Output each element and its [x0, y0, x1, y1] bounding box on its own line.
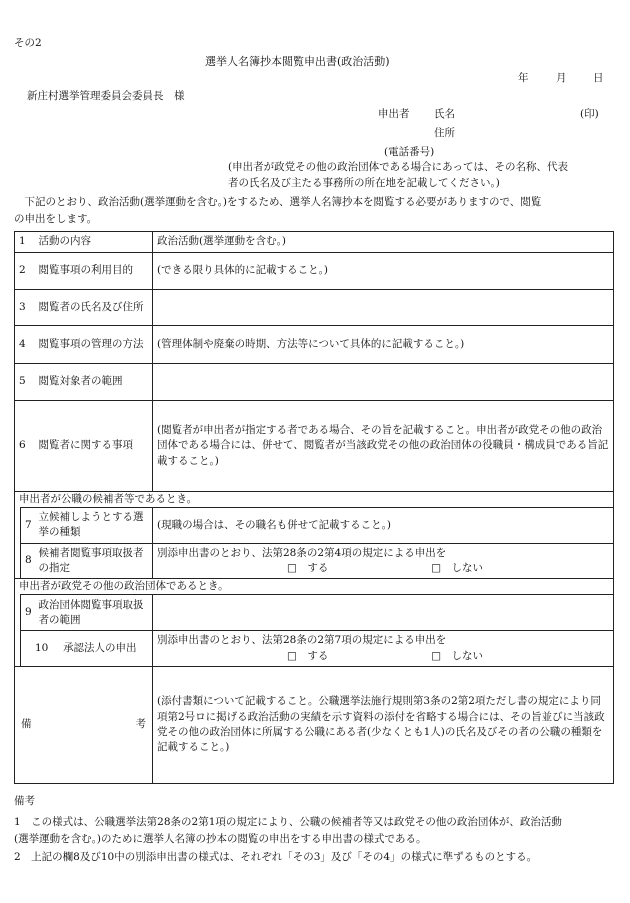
row-approved-corp — [15, 631, 614, 666]
note-2: 2 上記の欄8及び10中の別添申出書の様式は、それぞれ「その3」及び「その4」の様式に準ずるものとする。 — [14, 850, 538, 863]
row-label: 活動の内容 — [35, 232, 153, 253]
candidate-handler-text: 別添申出書のとおり、法第28条の2第4項の規定による申出を — [157, 546, 447, 559]
row-number: 3 — [15, 290, 35, 326]
section-party — [15, 579, 614, 595]
row-viewer-name — [15, 290, 614, 326]
form-number: その2 — [14, 37, 42, 49]
row-number: 7 — [21, 508, 35, 543]
viewer-name-field[interactable] — [153, 290, 614, 326]
applicant-note-line-1: (申出者が政党その他の政治団体である場合にあっては、その名称、代表 — [228, 161, 568, 173]
row-label: 承認法人の申出 — [63, 641, 137, 654]
section-heading: 申出者が政党その他の政治団体であるとき。 — [15, 579, 614, 595]
row-viewer-info — [15, 401, 614, 492]
approved-corp-text: 別添申出書のとおり、法第28条の2第7項の規定による申出を — [157, 634, 447, 647]
approved-corp-yes-checkbox[interactable]: □ する — [287, 649, 329, 662]
management-field[interactable]: (管理体制や廃棄の時期、方法等について具体的に記載すること。) — [153, 326, 614, 364]
address-label: 住所 — [434, 127, 455, 139]
row-label: 閲覧事項の管理の方法 — [35, 326, 153, 364]
row-remarks — [15, 666, 614, 783]
candidate-handler-yes-checkbox[interactable]: □ する — [287, 561, 329, 574]
row-label: 閲覧者に関する事項 — [35, 401, 153, 492]
remarks-label-left: 備 — [21, 718, 32, 731]
applicant-note-line-2: 者の氏名及び主たる事務所の所在地を記載してください。) — [228, 177, 500, 189]
notes-heading: 備考 — [14, 795, 35, 807]
row-purpose — [15, 253, 614, 290]
row-number: 6 — [15, 401, 35, 492]
purpose-field[interactable]: (できる限り具体的に記載すること。) — [153, 253, 614, 290]
form-title: 選挙人名簿抄本閲覧申出書(政治活動) — [205, 55, 390, 68]
election-type-field[interactable]: (現職の場合は、その職名も併せて記載すること。) — [153, 508, 614, 543]
section-candidate — [15, 492, 614, 508]
remarks-field[interactable]: (添付書類について記載すること。公職選挙法施行規則第3条の2第2項ただし書の規定により同項第2号ロに掲げる政治活動の実績を示す資料の添付を省略する場合には、その旨並びに当該政党その他の政治団体に所属する公職にある者(少なくとも1人)の氏名及びその者の公職の種類を記載すること。) — [153, 666, 614, 783]
section-heading: 申出者が公職の候補者等であるとき。 — [15, 492, 614, 508]
row-label: 閲覧事項の利用目的 — [35, 253, 153, 290]
row-number: 9 — [21, 595, 35, 631]
date-year: 年 — [518, 72, 529, 84]
row-management — [15, 326, 614, 364]
row-number: 4 — [15, 326, 35, 364]
name-label: 氏名 — [434, 108, 455, 120]
row-label: 閲覧者の氏名及び住所 — [35, 290, 153, 326]
intro-line-1: 下記のとおり、政治活動(選挙運動を含む。)をするため、選挙人名簿抄本を閲覧する必要がありますので、閲覧 — [14, 196, 542, 208]
activity-value[interactable]: 政治活動(選挙運動を含む。) — [153, 232, 614, 253]
row-number: 5 — [15, 364, 35, 401]
viewer-info-field[interactable]: (閲覧者が申出者が指定する者である場合、その旨を記載すること。申出者が政党その他の政治団体である場合には、併せて、閲覧者が当該政党その他の政治団体の役職員・構成員である旨記載すること。) — [153, 401, 614, 492]
row-candidate-handler — [15, 543, 614, 578]
seal-label: (印) — [580, 108, 599, 120]
row-number: 8 — [21, 543, 35, 578]
intro-line-2: の申出をします。 — [14, 213, 98, 225]
application-table — [14, 231, 614, 784]
row-number: 10 — [35, 641, 49, 654]
row-party-handler-scope — [15, 595, 614, 631]
phone-label: (電話番号) — [384, 146, 435, 158]
date-month: 月 — [556, 72, 567, 84]
row-label: 候補者閲覧事項取扱者の指定 — [35, 543, 153, 578]
row-activity — [15, 232, 614, 253]
row-election-type — [15, 508, 614, 543]
approved-corp-no-checkbox[interactable]: □ しない — [431, 649, 484, 662]
date-day: 日 — [593, 72, 604, 84]
remarks-label-right: 考 — [135, 718, 146, 731]
row-number: 1 — [15, 232, 35, 253]
scope-field[interactable] — [153, 364, 614, 401]
notes — [14, 794, 614, 865]
candidate-handler-no-checkbox[interactable]: □ しない — [431, 561, 484, 574]
addressee: 新庄村選挙管理委員会委員長 様 — [27, 90, 185, 102]
row-number: 2 — [15, 253, 35, 290]
party-handler-scope-field[interactable] — [153, 595, 614, 631]
row-label: 政治団体閲覧事項取扱者の範囲 — [35, 595, 153, 631]
row-scope — [15, 364, 614, 401]
note-1-line-2: (選挙運動を含む。)のために選挙人名簿の抄本の閲覧の申出をする申出書の様式である。 — [14, 833, 427, 846]
applicant-label: 申出者 — [378, 108, 410, 120]
note-1-line-1: 1 この様式は、公職選挙法第28条の2第1項の規定により、公職の候補者等又は政党その他の政治団体が、政治活動 — [14, 816, 562, 829]
row-label: 閲覧対象者の範囲 — [35, 364, 153, 401]
row-label: 立候補しようとする選挙の種類 — [35, 508, 153, 543]
